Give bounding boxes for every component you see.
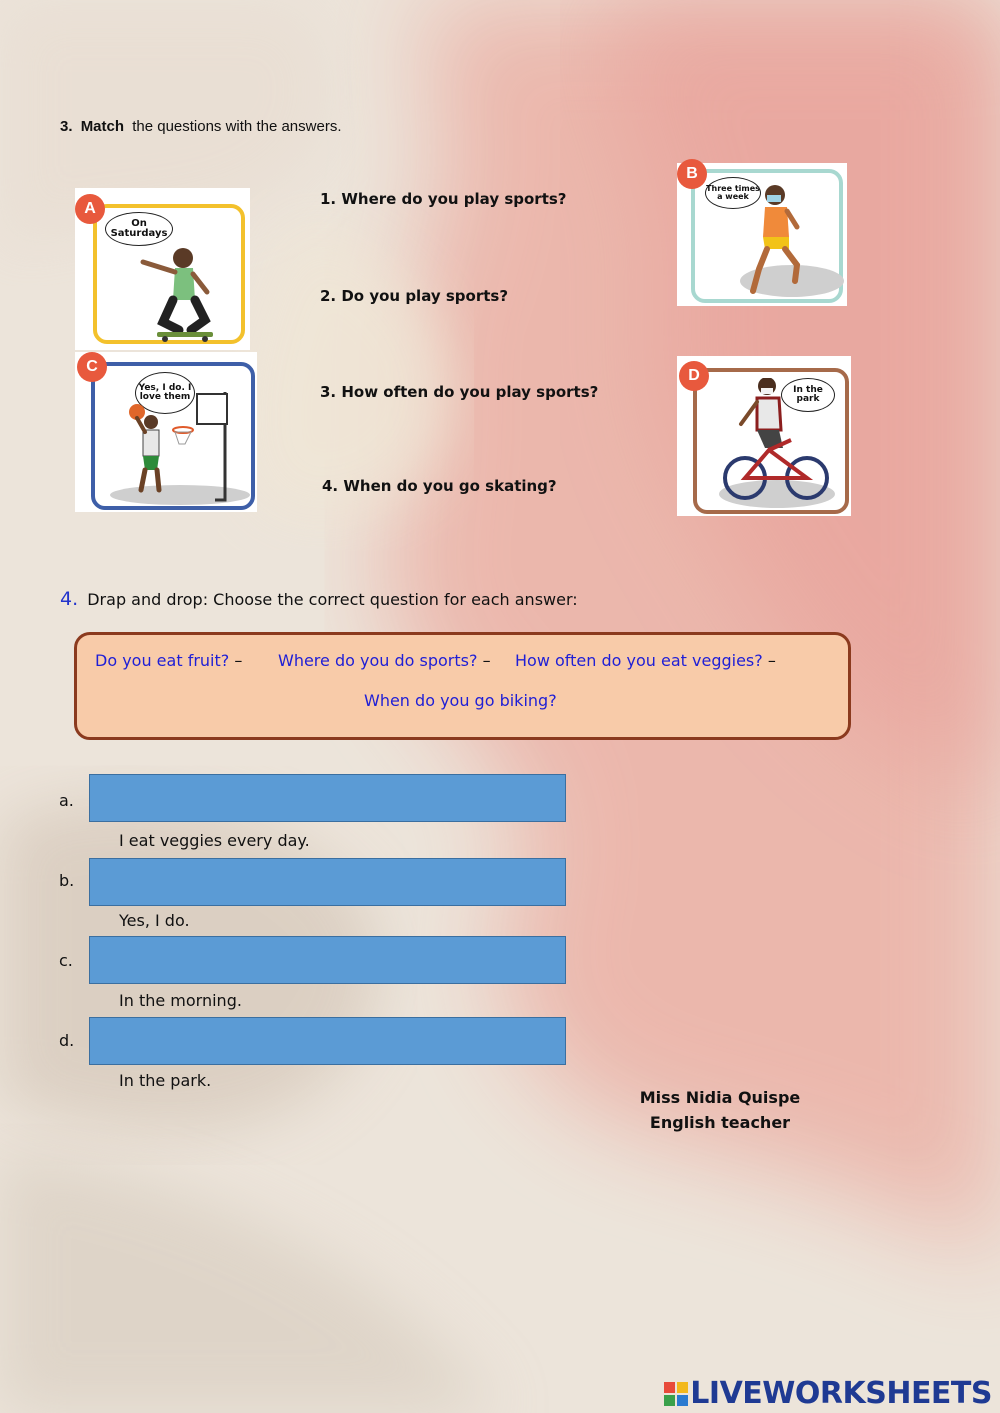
option-separator: – [482, 651, 491, 670]
option-item[interactable] [95, 651, 242, 670]
section-4-heading [60, 588, 578, 610]
drop-zone-c[interactable] [89, 936, 566, 984]
question-3: 3. How often do you play sports? [320, 383, 599, 401]
item-letter: a. [59, 791, 74, 810]
basketball-player-figure-icon [105, 392, 255, 507]
answer-options-box [74, 632, 851, 740]
section-3-keyword: Match [80, 118, 125, 135]
option-item[interactable] [515, 651, 776, 670]
section-4-instruction: Drap and drop: Choose the correct question for each answer: [87, 590, 578, 609]
option-text: Do you eat fruit? [95, 651, 230, 670]
card-b-badge: B [677, 159, 707, 189]
teacher-role: English teacher [649, 1113, 791, 1132]
option-text: Where do you do sports? [278, 651, 478, 670]
section-3-number: 3. [60, 118, 73, 135]
option-separator: – [767, 651, 776, 670]
answer-text: I eat veggies every day. [119, 831, 310, 850]
drop-zone-b[interactable] [89, 858, 566, 906]
skater-figure-icon [135, 240, 235, 345]
option-text: How often do you eat veggies? [515, 651, 763, 670]
question-4: 4. When do you go skating? [322, 477, 557, 495]
card-d-speech-bubble: In the park [781, 378, 835, 412]
section-3-heading [60, 118, 342, 135]
liveworksheets-logo-icon [664, 1382, 688, 1406]
card-c-speech-bubble: Yes, I do. I love them [135, 372, 195, 414]
drop-zone-a[interactable] [89, 774, 566, 822]
picture-card-d [677, 356, 851, 516]
card-b-speech-bubble: Three times a week [705, 177, 761, 209]
answer-text: In the park. [119, 1071, 212, 1090]
option-text: When do you go biking? [364, 691, 557, 710]
liveworksheets-logo-text: LIVEWORKSHEETS [690, 1376, 992, 1411]
item-letter: b. [59, 871, 75, 890]
card-d-badge: D [679, 361, 709, 391]
item-letter: d. [59, 1031, 75, 1050]
question-2: 2. Do you play sports? [320, 287, 509, 305]
section-4-number: 4. [60, 588, 79, 610]
teacher-signature [620, 1085, 820, 1135]
card-a-speech-bubble: On Saturdays [105, 212, 173, 246]
section-3-instruction: the questions with the answers. [132, 118, 342, 135]
question-1: 1. Where do you play sports? [320, 190, 567, 208]
option-item[interactable] [278, 651, 491, 670]
teacher-name: Miss Nidia Quispe [639, 1088, 801, 1107]
item-letter: c. [59, 951, 73, 970]
cyclist-figure-icon [717, 378, 837, 512]
option-item[interactable] [364, 691, 557, 710]
picture-card-b [677, 163, 847, 306]
answer-text: Yes, I do. [119, 911, 190, 930]
runner-figure-icon [737, 181, 847, 301]
card-a-badge: A [75, 194, 105, 224]
card-c-badge: C [77, 352, 107, 382]
liveworksheets-logo[interactable] [664, 1376, 992, 1411]
picture-card-a [75, 188, 250, 350]
option-separator: – [234, 651, 243, 670]
drop-zone-d[interactable] [89, 1017, 566, 1065]
answer-text: In the morning. [119, 991, 242, 1010]
picture-card-c [75, 352, 257, 512]
